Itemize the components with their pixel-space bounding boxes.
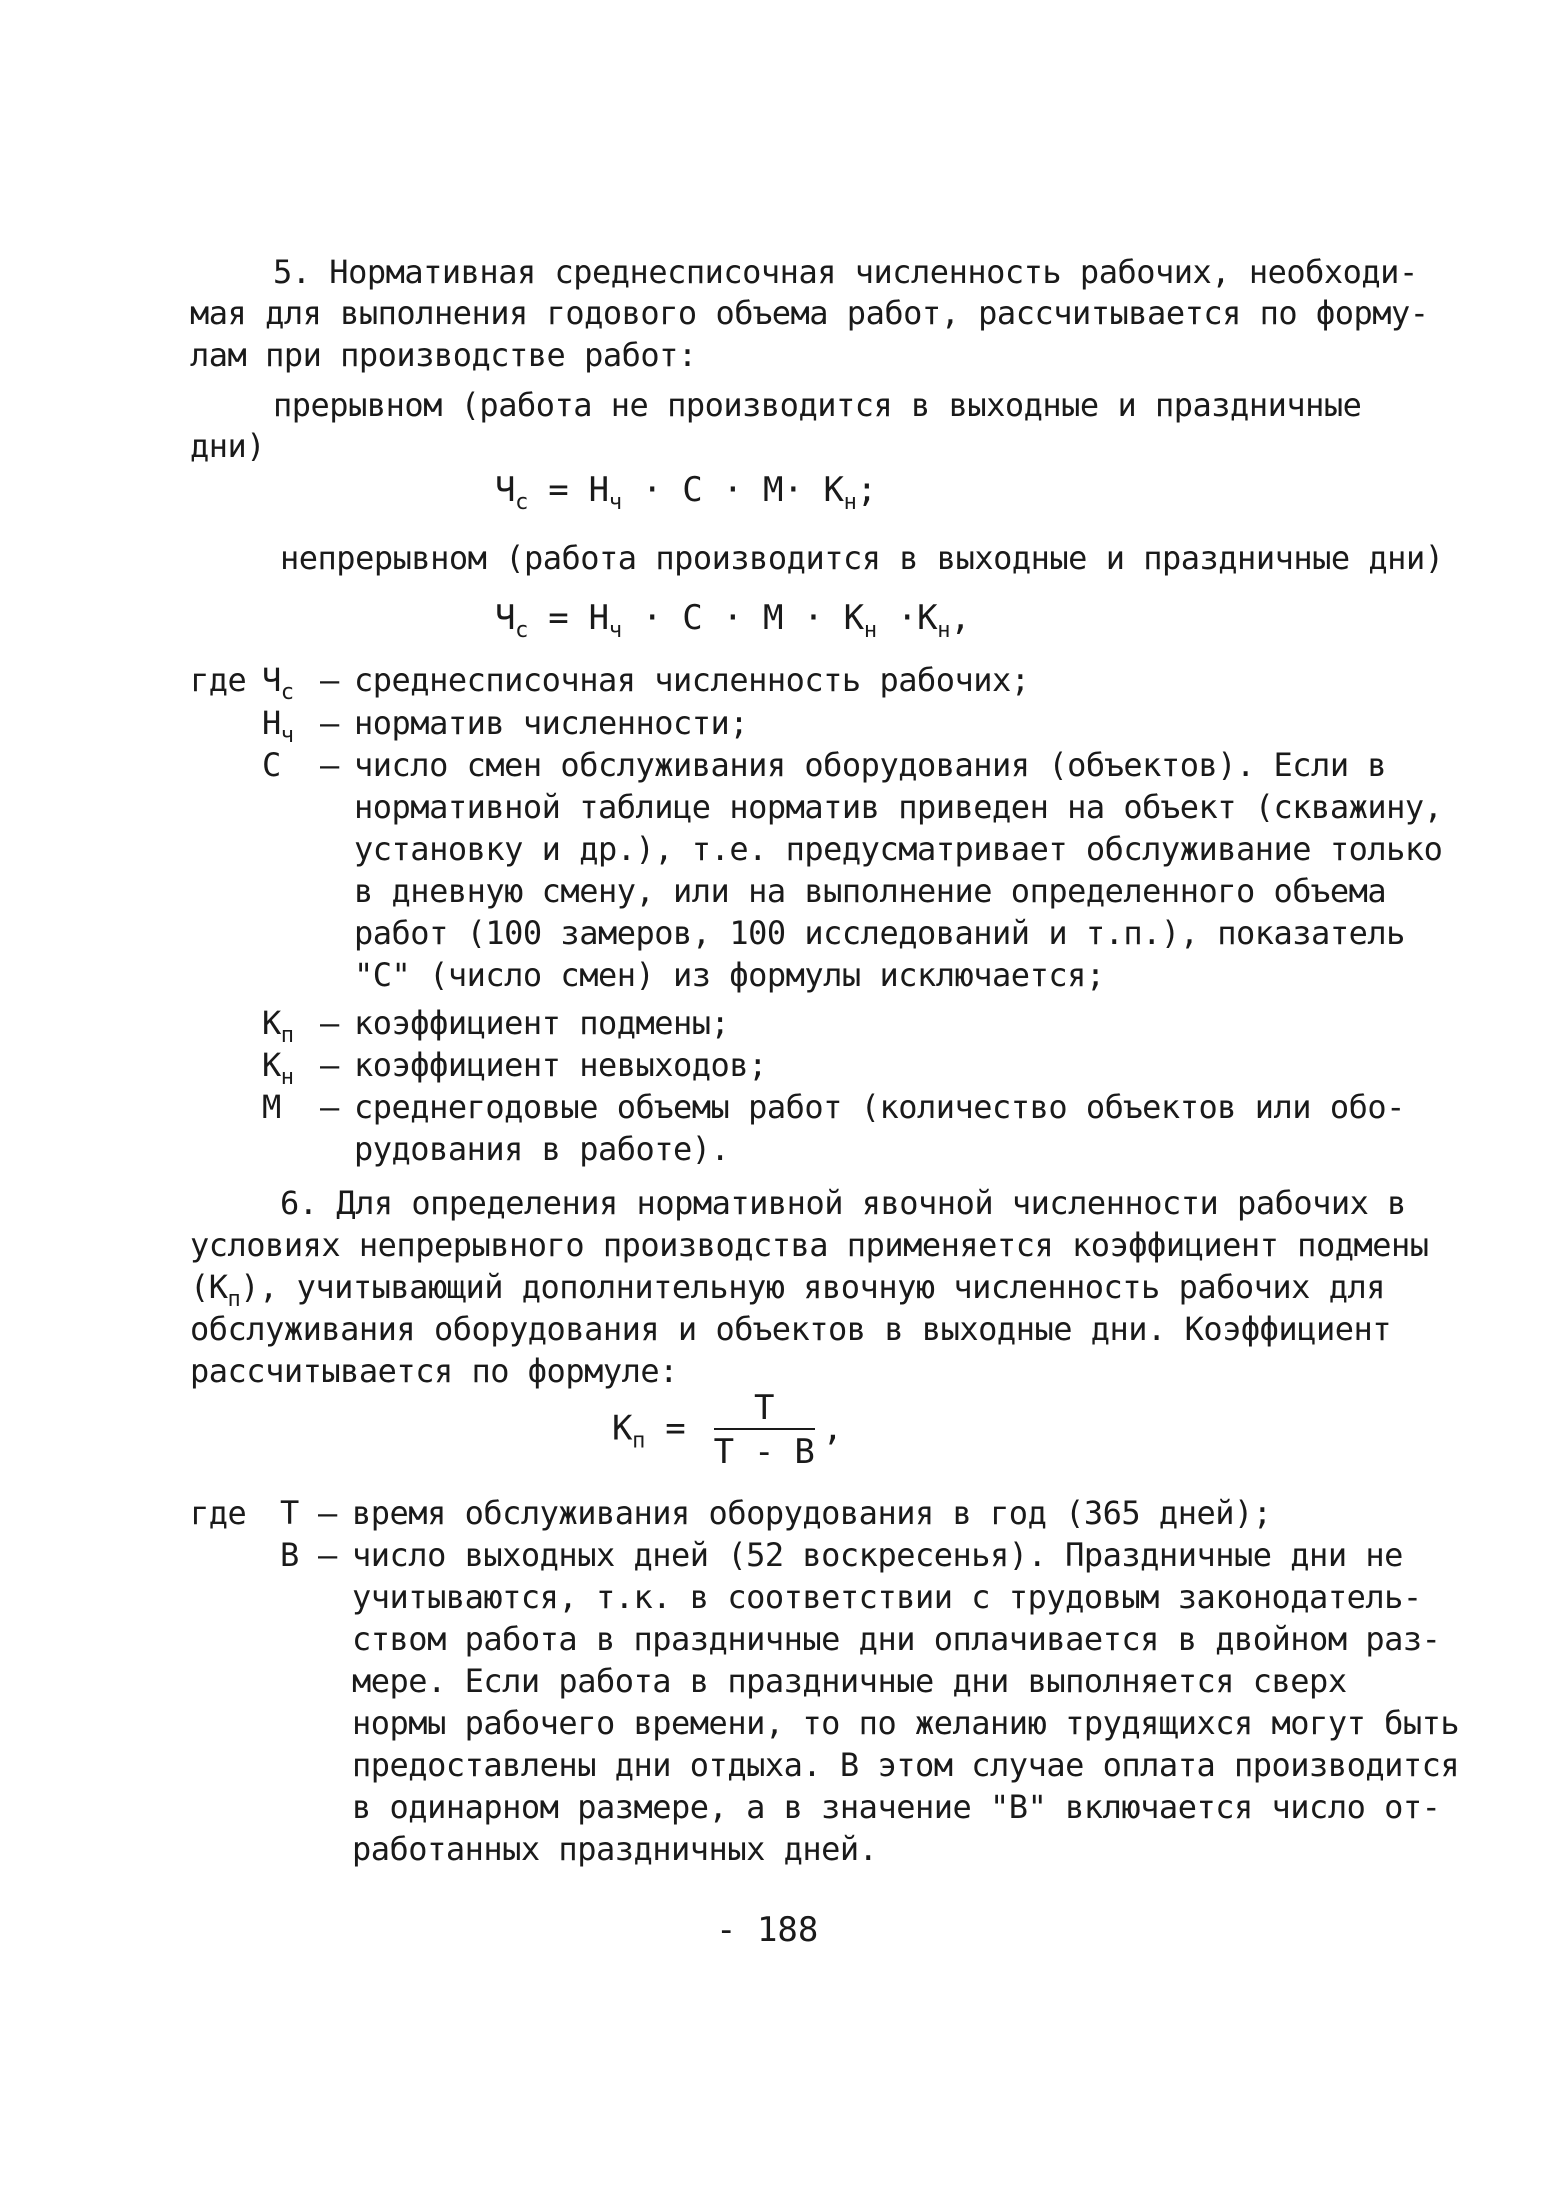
formula-continuous: $Ч_с = Н_ч \cdot С \cdot М \cdot К_н \cdot К_н$, [495,598,971,643]
paragraph-5-line-4: прерывном (работа не производится в выходные и праздничные [273,386,1362,424]
definition-item-kp: $К_п$ – коэффициент подмены; [262,1004,730,1048]
continuous-production-line: непрерывном (работа производится в выходные и праздничные дни) [280,539,1444,577]
paragraph-5-line-3: лам при производстве работ: [190,336,697,374]
paragraph-6-line-2: условиях непрерывного производства применяется коэффициент подмены [190,1226,1429,1264]
definition-item-v: В – число выходных дней (52 воскресенья). Праздничные дни не учитываются, т.к. в соответствии с трудовым законодатель- ством работа в праздничные дни оплачивается в двойном раз- мере. Если работа в праздничные дни выполняется сверх нормы рабочего времени, то по желанию трудящихся могут быть предоставлены дни отдыха. В этом случае оплата производится в одинарном размере, а в значение "В" включается число от- работанных праздничных дней. [280,1536,1460,1868]
paragraph-5-line-5: дни) [190,427,266,465]
paragraph-6-line-4: обслуживания оборудования и объектов в выходные дни. Коэффициент [190,1310,1391,1348]
definition-item-nch: $Н_ч$ – норматив численности; [262,704,749,748]
definition-item-chs: $Ч_с$ – среднесписочная численность рабочих; [262,661,1030,705]
fraction-numerator: Т [714,1390,815,1430]
formula-substitution-coefficient: $К_п$ = $\frac{Т}{Т - В}$ , [612,1388,843,1472]
definition-item-kn: $К_н$ – коэффициент невыходов; [262,1046,767,1090]
paragraph-5-line-1: 5. Нормативная среднесписочная численность рабочих, необходи- [273,253,1418,291]
fraction [714,1390,815,1470]
definition-item-m: М – среднегодовые объемы работ (количество объектов или обо- рудования в работе). [262,1088,1405,1168]
definition-item-t: Т – время обслуживания оборудования в год (365 дней); [280,1494,1272,1532]
paragraph-6-line-1: 6. Для определения нормативной явочной численности рабочих в [280,1184,1406,1222]
definition-item-c: С – число смен обслуживания оборудования (объектов). Если в нормативной таблице норматив приведен на объект (скважину, установку и др.), т.е. предусматривает обслуживание только в дневную смену, или на выполнение определенного объема работ (100 замеров, 100 исследований и т.п.), показатель "С" (число смен) из формулы исключается; [262,746,1443,994]
where-word: где [190,661,247,699]
paragraph-5-line-2: мая для выполнения годового объема работ, рассчитывается по форму- [190,294,1429,332]
fraction-denominator: Т - В [713,1432,815,1472]
page-number: - 188 [716,1910,819,1950]
paragraph-6-line-3: $(К_п)$, учитывающий дополнительную явочную численность рабочих для [190,1268,1385,1312]
where-word-2: где [190,1494,247,1532]
formula-interrupted: $Ч_с = Н_ч \cdot С \cdot М\cdot К_н$; [495,470,877,515]
paragraph-6-line-5: рассчитывается по формуле: [190,1352,678,1390]
